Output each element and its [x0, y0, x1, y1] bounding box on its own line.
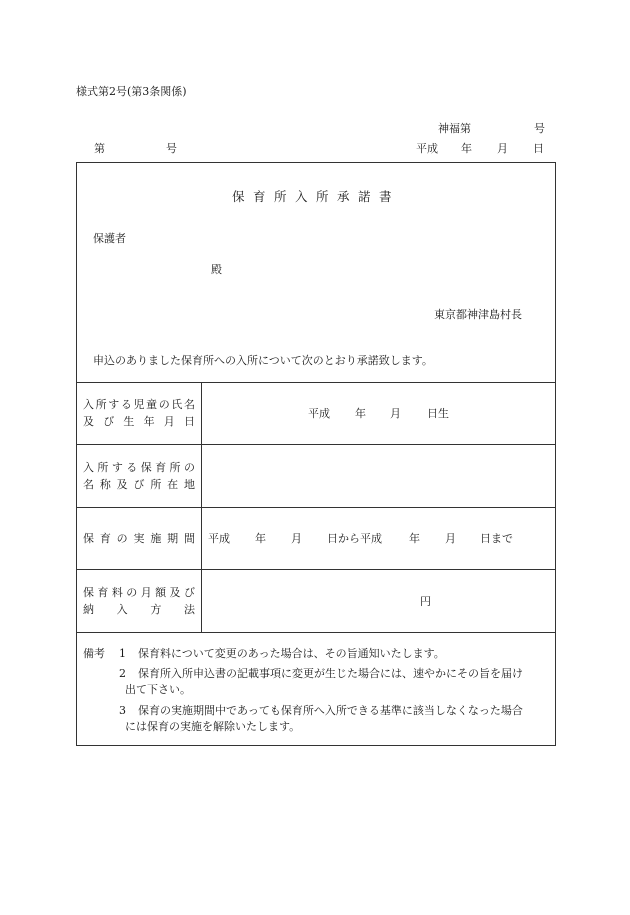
- birth-era: 平成: [308, 407, 330, 420]
- honorific: 殿: [211, 263, 222, 276]
- period-to-month: 月: [445, 532, 456, 545]
- row-divider: [77, 507, 555, 508]
- note-item-3-line1: 保育の実施期間中であっても保育所へ入所できる基準に該当しなくなった場合: [138, 704, 523, 717]
- fee-unit: 円: [420, 595, 431, 608]
- reference-number-prefix: 第: [94, 142, 105, 155]
- date-day: 日: [533, 142, 544, 155]
- period-to-year: 年: [409, 532, 420, 545]
- birth-month: 月: [390, 407, 401, 420]
- period-to-day: 日まで: [480, 532, 513, 545]
- guardian-label: 保護者: [93, 232, 126, 245]
- issuer-name: 東京都神津島村長: [434, 308, 522, 321]
- period-from-day: 日から平成: [327, 532, 382, 545]
- form-frame: [76, 162, 556, 746]
- period-label: [83, 530, 195, 547]
- note-number: 3: [119, 704, 126, 717]
- period-from-month: 月: [291, 532, 302, 545]
- period-from-era: 平成: [208, 532, 230, 545]
- period-label-line: 保 育 の 実 施 期 間: [83, 532, 195, 545]
- date-year: 年: [461, 142, 472, 155]
- note-item-1: 保育料について変更のあった場合は、その旨通知いたします。: [138, 647, 445, 660]
- issuer-number-suffix: 号: [534, 122, 545, 135]
- facility-label-line1: 入 所 す る 保 育 所 の: [83, 461, 195, 474]
- table-top-rule: [77, 382, 555, 383]
- fee-label-line2: 納 入 方 法: [83, 603, 195, 616]
- date-era: 平成: [416, 142, 438, 155]
- child-label: [83, 396, 195, 430]
- facility-field[interactable]: [202, 445, 555, 507]
- issuer-number-prefix: 神福第: [438, 122, 471, 135]
- child-label-line2: 及 び 生 年 月 日: [83, 415, 195, 428]
- reference-number-suffix: 号: [166, 142, 177, 155]
- notes-heading: 備考: [83, 647, 105, 660]
- note-item-3-line2: には保育の実施を解除いたします。: [125, 720, 301, 733]
- fee-label-line1: 保 育 料 の 月 額 及 び: [83, 586, 195, 599]
- note-item-2-line1: 保育所入所申込書の記載事項に変更が生じた場合には、速やかにその旨を届け: [138, 667, 523, 680]
- note-number: 2: [119, 667, 126, 680]
- facility-label-line2: 名 称 及 び 所 在 地: [83, 478, 195, 491]
- note-number: 1: [119, 647, 126, 660]
- document-title: 保育所入所承諾書: [231, 189, 400, 204]
- form-number: 様式第2号(第3条関係): [76, 85, 187, 98]
- intro-text: 申込のありました保育所への入所について次のとおり承諾致します。: [93, 354, 433, 367]
- column-divider: [201, 382, 202, 632]
- birth-year: 年: [355, 407, 366, 420]
- facility-label: [83, 459, 195, 493]
- birth-day: 日生: [427, 407, 449, 420]
- note-item-2-line2: 出て下さい。: [125, 683, 191, 696]
- period-from-year: 年: [255, 532, 266, 545]
- row-divider: [77, 569, 555, 570]
- fee-label: [83, 584, 195, 618]
- child-label-line1: 入 所 す る 児 童 の 氏 名: [83, 398, 195, 411]
- table-bottom-rule: [77, 632, 555, 633]
- date-month: 月: [497, 142, 508, 155]
